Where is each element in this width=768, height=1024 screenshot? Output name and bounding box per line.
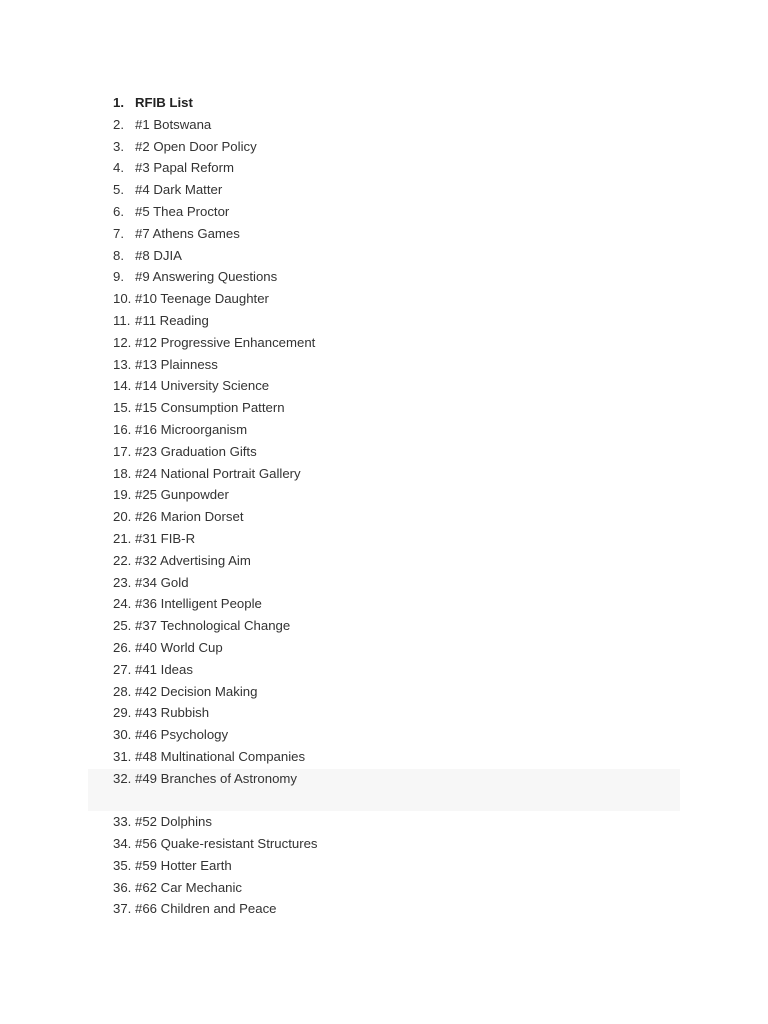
list-item-text: #36 Intelligent People [135, 596, 262, 612]
list-item [113, 550, 318, 572]
list-item [113, 375, 318, 397]
list-item-number: 11. [113, 312, 131, 328]
list-item [113, 506, 318, 528]
list-item [113, 201, 318, 223]
list-item-text: #8 DJIA [135, 247, 182, 263]
list-item-text: #26 Marion Dorset [135, 509, 244, 525]
list-item-number: 13. [113, 356, 132, 372]
list-item-text: #48 Multinational Companies [135, 748, 306, 764]
list-item-number: 10. [113, 291, 132, 307]
list-item-text: #23 Graduation Gifts [135, 443, 257, 459]
list-item-number: 19. [113, 487, 132, 503]
list-item-number: 30. [113, 727, 132, 743]
list-item-text: #62 Car Mechanic [135, 879, 243, 895]
list-item-number: 33. [113, 814, 132, 830]
list-item-number: 9. [113, 269, 124, 285]
list-item-number: 17. [113, 443, 132, 459]
list-item [113, 593, 318, 615]
list-item-number: 34. [113, 836, 132, 852]
list-item-number: 2. [113, 116, 124, 132]
list-item-number: 32. [113, 770, 132, 786]
list-item [113, 572, 318, 594]
list-item [113, 157, 318, 179]
list-item [113, 288, 318, 310]
list-item-text: #49 Branches of Astronomy [135, 770, 298, 786]
list-item-text: #66 Children and Peace [135, 901, 277, 917]
list-item-number: 31. [113, 748, 132, 764]
list-item-text: #34 Gold [135, 574, 189, 590]
list-item-number: 27. [113, 661, 132, 677]
list-item-text: #4 Dark Matter [135, 182, 223, 198]
list-item-number: 15. [113, 400, 132, 416]
list-item [113, 768, 318, 790]
list-item-text: #24 National Portrait Gallery [135, 465, 301, 481]
list-item [113, 92, 318, 114]
list-item-number: 25. [113, 618, 132, 634]
list-item-text: #15 Consumption Pattern [135, 400, 285, 416]
list-item [113, 310, 318, 332]
list-item-number: 12. [113, 334, 132, 350]
list-item-text: #25 Gunpowder [135, 487, 229, 503]
list-item [113, 463, 318, 485]
list-item [113, 245, 318, 267]
list-item-text: #13 Plainness [135, 356, 218, 372]
list-item-text: #52 Dolphins [135, 814, 212, 830]
list-item [113, 223, 318, 245]
list-item-number: 6. [113, 203, 124, 219]
list-item-number: 21. [113, 530, 132, 546]
list-item-text: #32 Advertising Aim [135, 552, 251, 568]
list-item [113, 855, 318, 877]
list-item [113, 397, 318, 419]
list-item-number: 1. [113, 95, 124, 110]
list-item-text: #11 Reading [135, 312, 209, 328]
list-item-number: 18. [113, 465, 132, 481]
list-item-number: 26. [113, 639, 132, 655]
list-item [113, 136, 318, 158]
list-item [113, 419, 318, 441]
list-item [113, 702, 318, 724]
list-item-text: #2 Open Door Policy [135, 138, 257, 154]
list-item-number: 37. [113, 901, 132, 917]
list-item-number: 8. [113, 247, 124, 263]
list-item-text: #37 Technological Change [135, 618, 291, 634]
list-item-number: 29. [113, 705, 132, 721]
list-item-number: 4. [113, 160, 124, 176]
list-item-number: 20. [113, 509, 132, 525]
list-item-text: #59 Hotter Earth [135, 857, 232, 873]
list-item [113, 114, 318, 136]
list-item-text: #1 Botswana [135, 116, 212, 132]
list-item-text: #46 Psychology [135, 727, 229, 743]
list-item [113, 484, 318, 506]
list-item-text: #42 Decision Making [135, 683, 258, 699]
list-item [113, 179, 318, 201]
list-item-number: 36. [113, 879, 132, 895]
list-item-text: #56 Quake-resistant Structures [135, 836, 318, 852]
list-item-text: #9 Answering Questions [135, 269, 278, 285]
list-item-number: 7. [113, 225, 124, 241]
list-item-text: #14 University Science [135, 378, 270, 394]
list-item-text: #31 FIB-R [135, 530, 196, 546]
numbered-list [113, 92, 318, 920]
list-item [113, 441, 318, 463]
list-item [113, 746, 318, 768]
list-item-number: 5. [113, 182, 124, 198]
list-item [113, 354, 318, 376]
list-item-number: 16. [113, 421, 132, 437]
list-item [113, 724, 318, 746]
list-item-number: 24. [113, 596, 132, 612]
list-item-text: #16 Microorganism [135, 421, 248, 437]
list-item-number: 22. [113, 552, 132, 568]
list-item-text: #5 Thea Proctor [135, 203, 230, 219]
list-item-text: #40 World Cup [135, 639, 223, 655]
list-item-text: RFIB List [135, 95, 193, 110]
list-item-text: #41 Ideas [135, 661, 193, 677]
list-item [113, 659, 318, 681]
list-item-text: #7 Athens Games [135, 225, 240, 241]
list-item [113, 266, 318, 288]
list-item [113, 637, 318, 659]
list-item [113, 332, 318, 354]
list-item [113, 898, 318, 920]
list-item-number: 14. [113, 378, 132, 394]
list-item-number: 28. [113, 683, 132, 699]
list-item [113, 681, 318, 703]
list-item-text: #43 Rubbish [135, 705, 210, 721]
list-item [113, 811, 318, 833]
list-item-number: 35. [113, 857, 132, 873]
list-item [113, 877, 318, 899]
list-item-text: #10 Teenage Daughter [135, 291, 269, 307]
list-item-text: #12 Progressive Enhancement [135, 334, 316, 350]
list-item [113, 615, 318, 637]
list-item [113, 528, 318, 550]
list-item-text: #3 Papal Reform [135, 160, 234, 176]
list-item-number: 3. [113, 138, 124, 154]
list-item-number: 23. [113, 574, 132, 590]
list-item [113, 833, 318, 855]
